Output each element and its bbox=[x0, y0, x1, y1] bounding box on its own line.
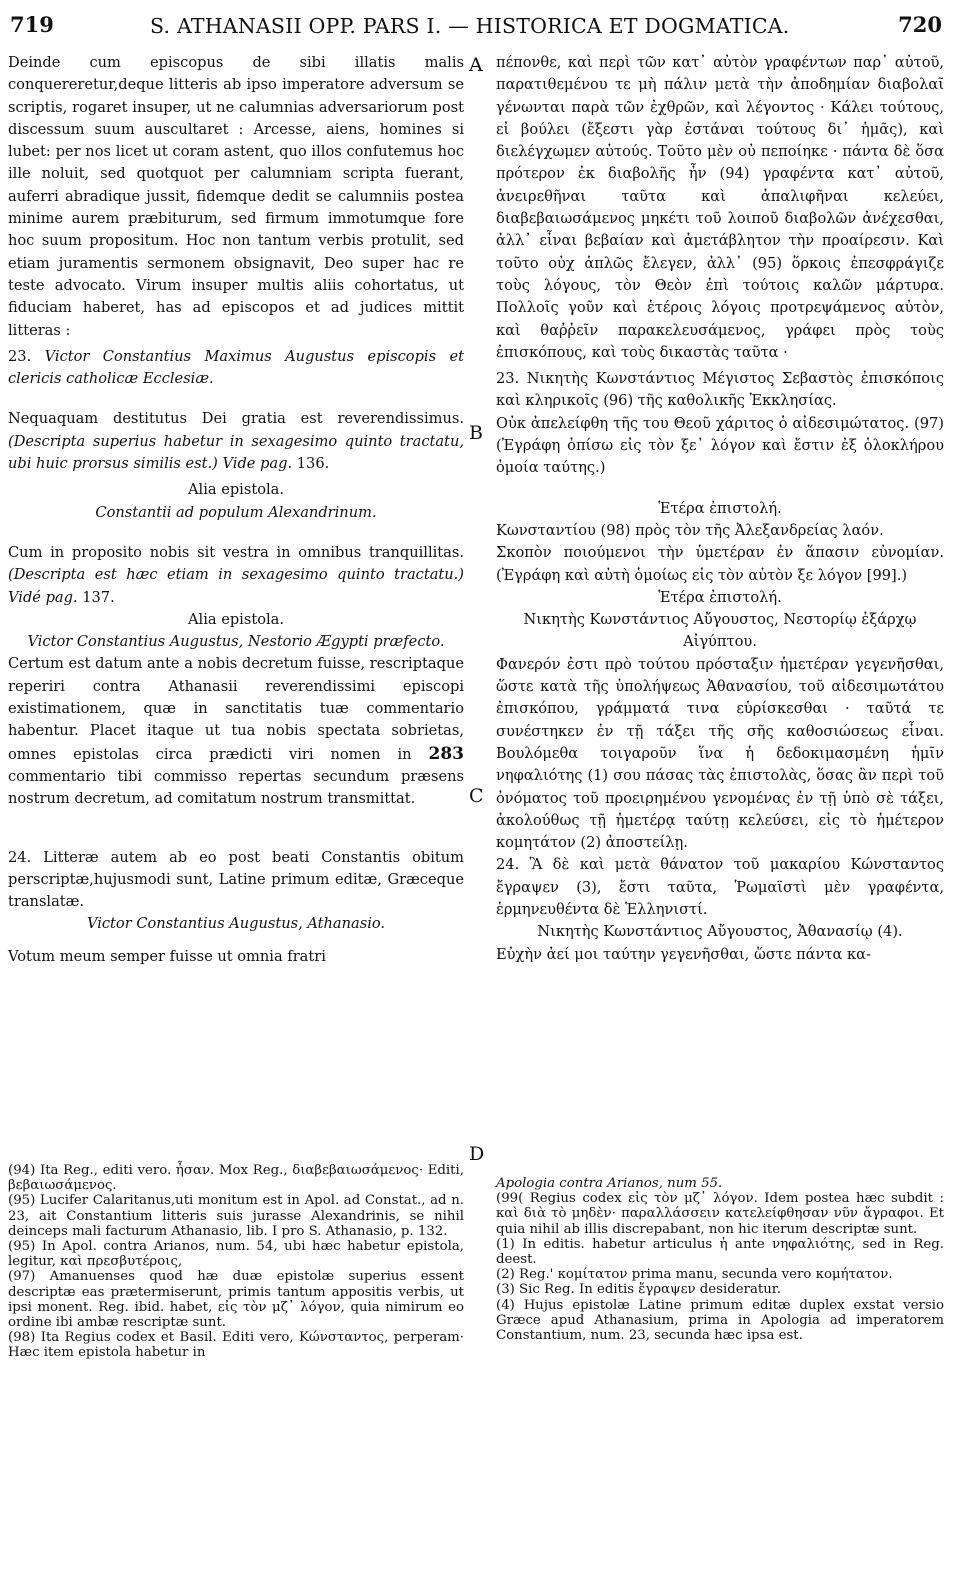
latin-paragraph-3 bbox=[8, 542, 464, 609]
greek-paragraph-6: Εὐχὴν ἀεί μοι ταύτην γεγενῆσθαι, ὥστε πάντα κα- bbox=[496, 945, 871, 963]
footnotes-right bbox=[496, 1176, 944, 1343]
page-header bbox=[0, 0, 954, 50]
footnote: (95) In Apol. contra Arianos, num. 54, ubi hæc habetur epistola, legitur, καὶ πρεσβυτέροις, bbox=[8, 1239, 464, 1270]
greek-paragraph-5-heading: Νικητὴς Κωνστάντιος Αὔγουστος, Ἀθανασίῳ (4). bbox=[537, 923, 903, 941]
latin-paragraph-3-text: Cum in proposito nobis sit vestra in omnibus tranquillitas. bbox=[8, 543, 464, 561]
page-number-right: 720 bbox=[898, 12, 942, 37]
latin-heading-23-text: Victor Constantius Maximus Augustus episcopis et clericis catholicæ Ecclesiæ. bbox=[8, 347, 464, 388]
greek-paragraph-1: πέπονθε, καὶ περὶ τῶν κατ᾽ αὐτὸν γραφέντων παρ᾽ αὐτοῦ, παρατιθεμένου τε μὴ πάλιν μετὰ τὴν ἀποδημίαν διαβολαῖ γένωνται παρὰ τῶν ἐχθρῶν, καὶ λέγοντος · Κάλει τούτους, εἰ βούλει (ἔξεστι γὰρ ἐστάναι τούτους δι᾽ ἡμᾶς), καὶ διελέγχωμεν αὐτούς. Τοῦτο μὲν οὐ πεποίηκε · πάντα δὲ ὅσα πρότερον ἐκ διαβολῆς ἦν (94) γραφέντα κατ᾽ αὐτοῦ, ἀνειρεθῆναι ταῦτα καὶ ἀπαλιφῆναι κελεύει, διαβεβαιωσάμενος μηκέτι τοῦ λοιποῦ διαβολῶν ἀνέχεσθαι, ἀλλ᾽ εἶναι βεβαίαν καὶ ἀμετάβλητον τὴν προαίρεσιν. Καὶ τοῦτο οὐχ ἁπλῶς ἔλεγεν, ἀλλ᾽ (95) ὅρκοις ἐπεσφράγιζε τοὺς λόγους, τὸν Θεὸν ἐπὶ τούτοις καλῶν μάρτυρα. Πολλοῖς γοῦν καὶ ἑτέροις λόγοις προτρεψάμενος αὐτὸν, καὶ θαῤῥεῖν παρακελευσάμενος, γράφει πρὸς τοὺς ἐπισκόπους, καὶ τοὺς δικαστὰς ταῦτα · bbox=[496, 54, 944, 361]
greek-paragraph-2: Οὐκ ἀπελείφθη τῆς του Θεοῦ χάριτος ὁ αἰδεσιμώτατος. (97) (Ἐγράφη ὀπίσω εἰς τὸν ξε᾽ λόγον καὶ ἔστιν ἐξ ὁλοκλήρου ὁμοία ταύτης.) bbox=[496, 414, 944, 477]
footnote: (4) Hujus epistolæ Latine primum editæ duplex exstat versio Græce apud Athanasium, prima in Apologia ad imperatorem Constantium, num. 23, secunda hæc ipsa est. bbox=[496, 1297, 944, 1344]
latin-paragraph-5: 24. Litteræ autem ab eo post beati Constantis obitum perscriptæ,hujusmodi sunt, Latine primum editæ, Græceque translatæ. bbox=[8, 848, 464, 911]
greek-column bbox=[496, 52, 944, 966]
margin-letter-a: A bbox=[469, 54, 483, 76]
running-title: S. ATHANASII OPP. PARS I. — HISTORICA ET DOGMATICA. bbox=[150, 14, 790, 38]
latin-heading-23-number: 23. bbox=[8, 347, 32, 365]
greek-etera-epistole-1: Ἑτέρα ἐπιστολή. bbox=[658, 499, 782, 517]
footnote: (94) Ita Reg., editi vero. ἦσαν. Mox Reg., διαβεβαιωσάμενος· Editi, βεβαιωσάμενος. bbox=[8, 1163, 464, 1194]
greek-etera-epistole-2: Ἑτέρα ἐπιστολή. bbox=[658, 588, 782, 606]
footnote: (1) In editis. habetur articulus ἡ ante νηφαλιότης, sed in Reg. deest. bbox=[496, 1236, 944, 1268]
greek-heading-23: 23. Νικητὴς Κωνστάντιος Μέγιστος Σεβαστὸς ἐπισκόποις καὶ κληρικοῖς (96) τῆς καθολικῆς Ἐκκλησίας. bbox=[496, 370, 944, 410]
greek-etera-epistole-2-heading: Νικητὴς Κωνστάντιος Αὔγουστος, Νεστορίῳ ἐξάρχῳ Αἰγύπτου. bbox=[523, 611, 917, 651]
footnote: (2) Reg.' κομίτατον prima manu, secunda vero κομήτατον. bbox=[496, 1267, 893, 1283]
footnote: (99( Regius codex εἰς τὸν μζ᾽ λόγον. Idem postea hæc subdit : καὶ διὰ τὸ μηδὲν· παραλλάσσειν κατελείφθησαν νῦν ἄγραφοι. Et quia nihil ab illis discrepabant, non hic iterum descriptæ sunt. bbox=[496, 1191, 944, 1237]
margin-letter-d: D bbox=[469, 1143, 485, 1165]
footnote: (97) Amanuenses quod hæ duæ epistolæ superius essent descriptæ eas prætermiserunt, primis tantum appositis verbis, ut ipsi monent. Reg. ibid. habet, εἰς τὸν μζ᾽ λόγον, quia nimirum eo ordine ibi ambæ rescriptæ sunt. bbox=[8, 1269, 464, 1331]
greek-paragraph-5: 24. Ἃ δὲ καὶ μετὰ θάνατον τοῦ μακαρίου Κώνσταντος ἔγραψεν (3), ἔστι ταῦτα, Ῥωμαϊστὶ μὲν γραφέντα, ἑρμηνευθέντα δὲ Ἑλληνιστί. bbox=[496, 856, 944, 918]
latin-paragraph-2-text: Nequaquam destitutus Dei gratia est reverendissimus. bbox=[8, 410, 464, 428]
page-number-left: 719 bbox=[10, 12, 54, 37]
latin-alia-epistola-1: Alia epistola. bbox=[187, 481, 284, 499]
latin-paragraph-5-heading: Victor Constantius Augustus, Athanasio. bbox=[86, 915, 386, 933]
latin-paragraph-4-text-b: commentario tibi commisso repertas secundum præsens nostrum decretum, ad comitatum nostrum transmittat. bbox=[8, 767, 464, 808]
footnotes-left bbox=[8, 1163, 464, 1361]
latin-column bbox=[8, 52, 464, 968]
latin-paragraph-3-note: (Descripta est hæc etiam in sexagesimo quinto tractatu.) Vidé pag. bbox=[8, 566, 464, 606]
latin-paragraph-2-note: (Descripta superius habetur in sexagesimo quinto tractatu, ubi huic prorsus similis est.) Vide pag. bbox=[8, 432, 464, 473]
footnote: (95) Lucifer Calaritanus,uti monitum est in Apol. ad Constat., ad n. 23, ait Constantium litteris suis jurasse Alexandrinis, se nihil deinceps mali facturum Athanasio, lib. I pro S. Athanasio, p. 132. bbox=[8, 1193, 464, 1239]
latin-paragraph-4 bbox=[8, 653, 464, 810]
latin-paragraph-2-page: 136. bbox=[296, 455, 330, 473]
footnote: (3) Sic Reg. In editis ἔγραψεν desideratur. bbox=[496, 1282, 781, 1298]
greek-paragraph-3: Σκοπὸν ποιούμενοι τὴν ὑμετέραν ἐν ἅπασιν εὐνομίαν. (Ἐγράφη καὶ αὐτὴ ὁμοίως εἰς τὸν αὐτὸν ξε λόγον [99].) bbox=[496, 544, 944, 584]
latin-paragraph-1: Deinde cum episcopus de sibi illatis malis conquereretur,deque litteris ab ipso imperatore adversum se scriptis, rogaret insuper, ut ne calumnias adversariorum post discessum suum auscultaret : Arcesse, aiens, homines si lubet: per nos licet ut coram astent, quo illos confutemus hoc ille noluit, sed quotquot per calumniam scripta fuerant, auferri abradique jussit, fidemque dedit se calumniis postea minime aurem præbiturum, sed firmum immotumque fore hoc suum propositum. Hoc non tantum verbis protulit, sed etiam juramentis sermonem obsignavit, Deo super hac re teste advocato. Virum insuper multis aliis cohortatus, ut fiduciam haberet, has ad episcopos et ad judices mittit litteras : bbox=[8, 54, 464, 339]
latin-alia-epistola-1-heading: Constantii ad populum Alexandrinum. bbox=[95, 503, 377, 521]
margin-letter-c: C bbox=[469, 785, 484, 807]
latin-paragraph-3-page: 137. bbox=[82, 588, 115, 606]
margin-letter-b: B bbox=[469, 422, 483, 444]
latin-paragraph-4-number: 283 bbox=[428, 743, 465, 764]
latin-paragraph-2 bbox=[8, 408, 464, 475]
greek-etera-epistole-1-heading: Κωνσταντίου (98) πρὸς τὸν τῆς Ἀλεξανδρείας λαόν. bbox=[496, 521, 884, 539]
latin-heading-23 bbox=[8, 346, 464, 391]
latin-paragraph-6: Votum meum semper fuisse ut omnia fratri bbox=[8, 947, 326, 965]
footnote: Apologia contra Arianos, num 55. bbox=[496, 1176, 723, 1191]
greek-paragraph-4: Φανερόν ἐστι πρὸ τούτου πρόσταξιν ἡμετέραν γεγενῆσθαι, ὥστε κατὰ τῆς ὑπολήψεως Ἀθανασίου, τοῦ αἰδεσιμωτάτου ἐπισκόπου, γράμματά τινα εὑρίσκεσθαι · ταῦτά τε συνέστηκεν ἐν τῇ τάξει τῆς σῆς καθοσιώσεως εἶναι. Βουλόμεθα τοιγαροῦν ἵνα ἡ δεδοκιμασμένη ἡμῖν νηφαλιότης (1) σου πάσας τὰς ἐπιστολὰς, ὅσας ἂν περὶ τοῦ ὀνόματος τοῦ προειρημένου γενομένας ἐν τῇ ὑπὸ σὲ τάξει, ἀκολούθως τῇ ἡμετέρᾳ ταύτῃ κελεύσει, εἰς τὸ ἡμέτερον κομητάτον (2) ἀποστείλῃ. bbox=[496, 655, 944, 852]
footnote: (98) Ita Regius codex et Basil. Editi vero, Κώνσταντος, perperam· Hæc item epistola habetur in bbox=[8, 1330, 464, 1361]
latin-alia-epistola-2: Alia epistola. bbox=[187, 610, 284, 628]
latin-paragraph-4-text-a: Certum est datum ante a nobis decretum fuisse, rescriptaque reperiri contra Athanasii reverendissimi episcopi existimationem, quæ in sanctitatis tuæ commentario habentur. Placet itaque ut tua nobis spectata sobrietas, omnes epistolas circa prædicti viri nomen in bbox=[8, 655, 464, 763]
latin-alia-epistola-2-heading: Victor Constantius Augustus, Nestorio Ægypti præfecto. bbox=[27, 633, 445, 651]
